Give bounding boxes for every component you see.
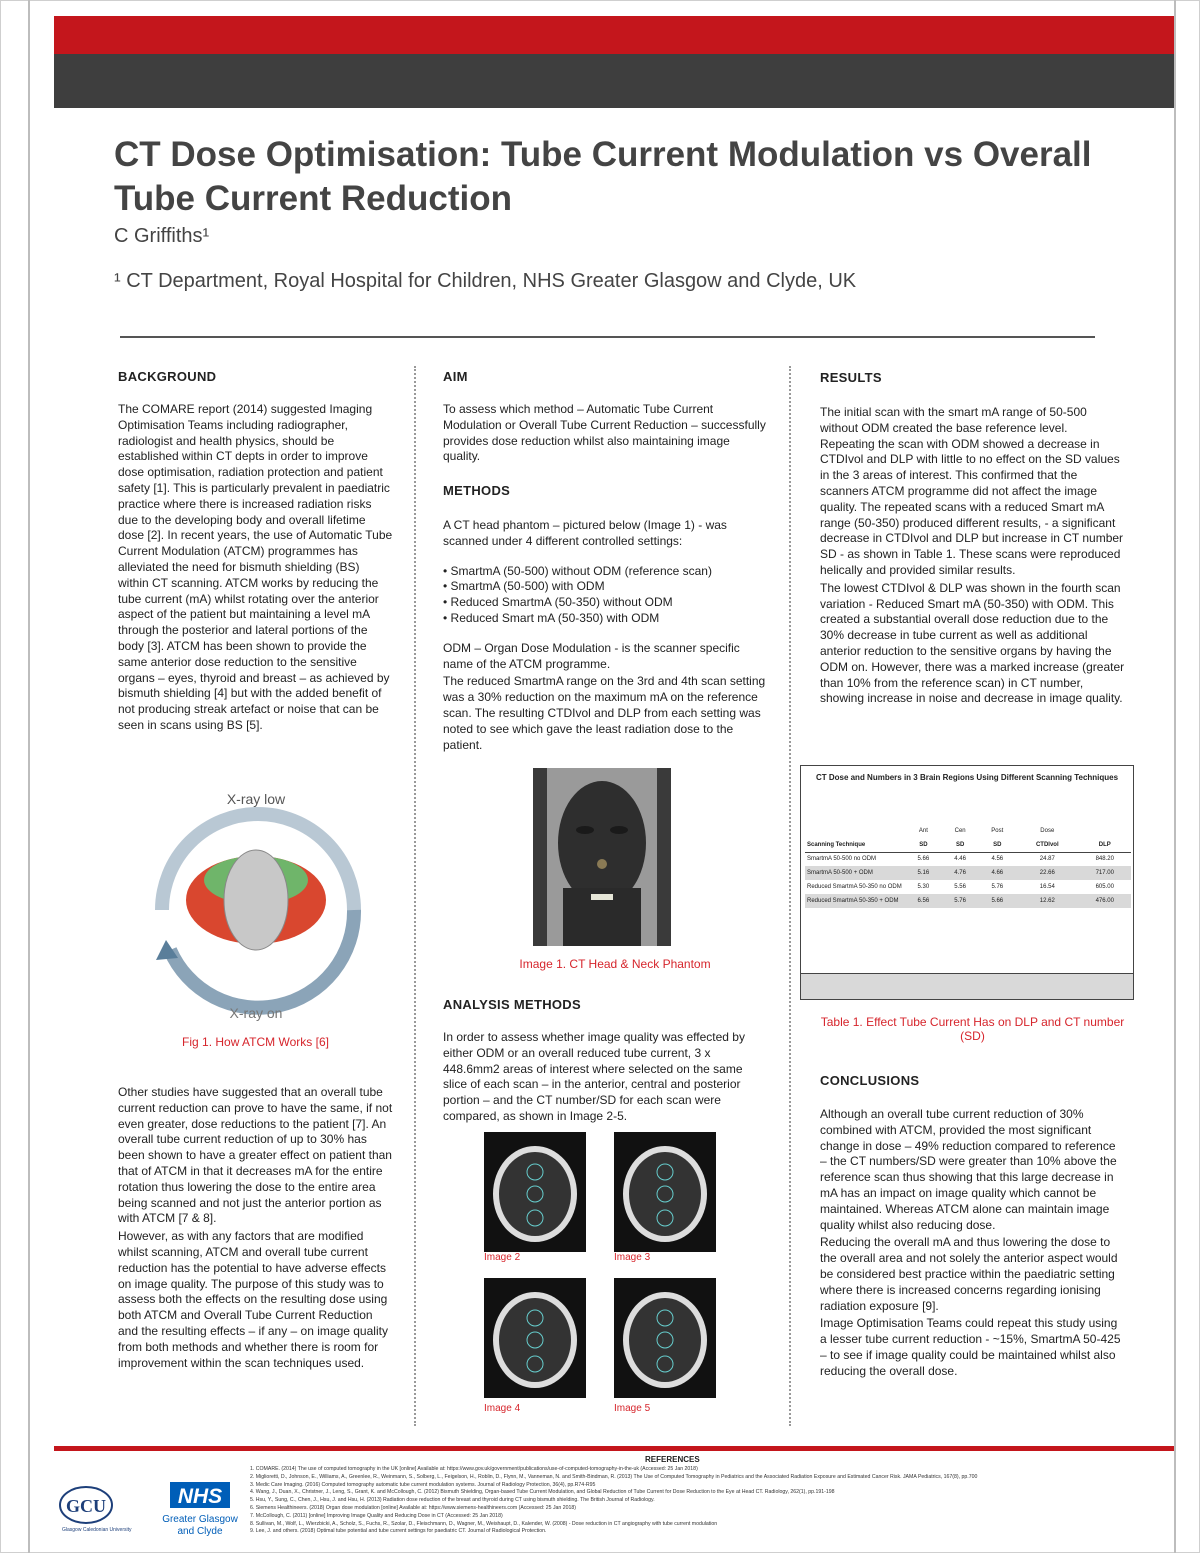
table-cell: Reduced SmartmA 50-350 + ODM [805, 894, 905, 908]
background-text-2: Other studies have suggested that an overall tube current reduction can prove to have the same, if not even greater, dose reductions to the patient [7]. An overall tube current reduction of up to 30% has been shown to have a greater effect on patient than that of ATCM in that it decreases mA for the entire rotation thus lowering the dose to the entire area being scanned and not just the anterior portion as with ATCM [7 & 8]. [118, 1085, 393, 1226]
methods-section [443, 518, 768, 755]
atcm-figure [130, 790, 382, 1022]
reference-item: 8. Sullivan, M., Wolf, L., Wierzbicki, A., Scholz, S., Fuchs, R., Szolar, D., Fleischmann, D., Wagner, M., Weishaupt, D., Kalender, W. (2008) - Dose reduction in CT angiography with tube current modulation [250, 1520, 718, 1527]
table-cell: 476.00 [1079, 894, 1131, 908]
poster-authors: C Griffiths¹ [114, 225, 210, 247]
aim-heading: AIM [443, 369, 468, 384]
table-cell: 5.76 [942, 894, 979, 908]
methods-reduced-text: The reduced SmartmA range on the 3rd and 4th scan setting was a 30% reduction on the maximum mA on the reference scan. The resulting CTDIvol and DLP from each setting was noted to see which gave the least radiation dose to the patient. [443, 674, 766, 752]
table-cell: 717.00 [1079, 866, 1131, 880]
background-heading: BACKGROUND [118, 369, 217, 384]
reference-item: 7. McCollough, C. (2011) [online] Improving Image Quality and Reducing Dose in CT (Accessed: 25 Jan 2018) [250, 1512, 503, 1519]
table-group-header: Cen [954, 828, 966, 834]
results-table [800, 765, 1134, 1000]
svg-text:Glasgow Caledonian University: Glasgow Caledonian University [62, 1527, 132, 1533]
table-cell: 5.56 [954, 884, 966, 890]
table-cell: 24.87 [1039, 856, 1055, 863]
image-label: Image 2 [484, 1252, 521, 1263]
table-cell: SmartmA 50-500 no ODM [807, 856, 877, 863]
table-header-cell: SD [905, 838, 942, 852]
reference-item: 6. Siemens Healthineers. (2018) Organ dose modulation [online] Available at: https://www.siemens-healthineers.com (Accessed: 25 Jan 2018) [250, 1504, 577, 1511]
conclusions-text-3: Image Optimisation Teams could repeat this study using a lesser tube current reduction - ~15%, SmartmA 50-425 – to see if image quality could be maintained whilst also reducing the overall dose. [820, 1316, 1121, 1378]
conclusions-section [820, 1107, 1125, 1382]
methods-item: • Reduced Smart mA (50-350) with ODM [443, 611, 768, 627]
reference-item: 5. Hsu, Y., Sung, C., Chen, J., Hsu, J. and Hsu, H. (2013) Radiation dose reduction of the breast and thyroid during CT using bismuth shielding. The British Journal of Radiology. [250, 1497, 655, 1504]
table-cell: 5.66 [917, 856, 930, 863]
poster-affiliation: ¹ CT Department, Royal Hospital for Children, NHS Greater Glasgow and Clyde, UK [114, 270, 857, 292]
results-text-2: The lowest CTDIvol & DLP was shown in the fourth scan variation - Reduced Smart mA (50-350) with ODM. This created a substantial overall dose reduction due to the 30% decrease in tube current as well as additional anterior reduction to the sensitive organs by having the ODM on. However, there was a marked increase (greater than 10% from the reference scan) in CT number, showing increase in noise and decrease in image quality. [820, 580, 1125, 706]
table-cell: 4.66 [979, 866, 1017, 880]
table-row [805, 852, 1131, 866]
column-divider-2 [789, 366, 791, 1426]
svg-text:and Clyde: and Clyde [177, 1526, 223, 1537]
table-cell: SmartmA 50-500 + ODM [805, 866, 905, 880]
ct-scan-image [614, 1132, 716, 1252]
svg-text:GCU: GCU [66, 1496, 106, 1516]
results-text-1: The initial scan with the smart mA range of 50-500 without ODM created the base reference level. Repeating the scan with ODM showed a decrease in CTDIvol and DLP with little to no effect on the SD values in the 3 areas of interest. This confirmed that the scanners ATCM programme did not affect the image quality. The repeated scans with a reduced Smart mA range (50-350) produced different results, - a significant decrease in CTDIvol and DLP but increase in CT number SD - as shown in Table 1. These scans were reproduced helically and provided similar results. [820, 405, 1124, 577]
references-divider [54, 1446, 1174, 1451]
reference-item: 4. Wang, J., Duan, X., Christner, J., Leng, S., Grant, K. and McCollough, C. (2012) Bismuth Shielding, Organ-based Tube Current Modulation, and Global Reduction of Tube Current for Dose Reduction to the Eye at Head CT. Radiology, 262(1), pp.191-198 [250, 1489, 835, 1496]
table-group-header: Post [991, 828, 1004, 834]
image-label: Image 5 [614, 1403, 651, 1414]
methods-item: • SmartmA (50-500) with ODM [443, 579, 768, 595]
table-cell: 4.76 [942, 866, 979, 880]
gcu-logo [58, 1483, 148, 1537]
phantom-caption: Image 1. CT Head & Neck Phantom [519, 957, 711, 971]
table-header-cell: DLP [1079, 838, 1131, 852]
methods-intro: A CT head phantom – pictured below (Image 1) - was scanned under 4 different controlled settings: [443, 518, 727, 548]
title-divider [120, 336, 1095, 338]
analysis-paragraph: In order to assess whether image quality was effected by either ODM or an overall reduced tube current, 3 x 448.6mm2 areas of interest where selected on the same slice of each scan – in the anterior, central and posterior portion – and the CT number/SD for each scan were compared, as shown in Image 2-5. [443, 1030, 745, 1123]
table-cell: Reduced SmartmA 50-350 no ODM [807, 884, 902, 890]
header-dark-band [54, 54, 1174, 108]
table-header-cell: CTDIvol [1016, 838, 1079, 852]
table-cell: 12.62 [1016, 894, 1079, 908]
fig1-caption: Fig 1. How ATCM Works [6] [182, 1035, 329, 1049]
analysis-heading: ANALYSIS METHODS [443, 997, 581, 1012]
table-cell: 4.56 [991, 856, 1004, 863]
fig-label-xray-on: X-ray on [229, 1005, 283, 1021]
aim-paragraph: To assess which method – Automatic Tube Current Modulation or Overall Tube Current Reduction – successfully provides dose reduction whilst also maintaining image quality. [443, 402, 766, 464]
table-cell: 6.56 [905, 894, 942, 908]
reference-item: 3. Medic Care Imaging. (2016) Computed tomography automatic tube current modulation systems. Journal of Radiology Protection, 36(4), pp.R74-R95 [250, 1481, 596, 1488]
table-caption: Table 1. Effect Tube Current Has on DLP and CT number (SD) [820, 1015, 1125, 1043]
methods-item: • Reduced SmartmA (50-350) without ODM [443, 595, 768, 611]
table-row [805, 866, 1131, 880]
methods-item: • SmartmA (50-500) without ODM (reference scan) [443, 564, 768, 580]
references-heading: REFERENCES [645, 1455, 700, 1464]
table-cell: 5.76 [991, 884, 1004, 890]
methods-list [443, 564, 768, 627]
image-label: Image 4 [484, 1403, 521, 1414]
nhs-logo [158, 1480, 242, 1540]
svg-text:Greater Glasgow: Greater Glasgow [162, 1514, 238, 1525]
table-header-cell: SD [942, 838, 979, 852]
table-cell: 22.66 [1016, 866, 1079, 880]
references-list [250, 1466, 1170, 1536]
table-row [805, 894, 1131, 908]
background-text-3: However, as with any factors that are modified whilst scanning, ATCM and overall tube current reduction has the potential to have adverse effects on image quality. The purpose of this study was to assess both the effects on the resulting dose using both ATCM and Overall Tube Current Reduction and the resulting effects – if any – on image quality from both methods and whether there is room for improvement within the scan techniques used. [118, 1229, 388, 1370]
phantom-photo [533, 768, 671, 946]
column-divider-1 [414, 366, 416, 1426]
table-group-header: Ant [918, 828, 928, 834]
table-title: CT Dose and Numbers in 3 Brain Regions Using Different Scanning Techniques [815, 773, 1119, 782]
table-cell: 5.30 [917, 884, 930, 890]
reference-item: 9. Lee, J. and others. (2018) Optimal tube potential and tube current settings for paediatric CT. Journal of Radiological Protection. [250, 1528, 547, 1535]
methods-odm-text: ODM – Organ Dose Modulation - is the scanner specific name of the ATCM programme. [443, 640, 740, 671]
table-header-cell: SD [979, 838, 1017, 852]
reference-item: 1. COMARE. (2014) The use of computed tomography in the UK [online] Available at: https://www.gov.uk/government/publications/use-of-computed-tomography-in-the-uk (Accessed: 25 Jan 2018) [250, 1466, 698, 1472]
table-header-cell: Scanning Technique [805, 838, 905, 852]
background-paragraph-2 [118, 1085, 393, 1373]
xray-tube-head [224, 850, 288, 950]
conclusions-text-2: Reducing the overall mA and thus lowering the dose to the overall area and not solely the anterior aspect would be considered best practice within the paediatric setting where there is increased concerns regarding ionising radiation exposure [9]. [820, 1235, 1118, 1313]
results-heading: RESULTS [820, 370, 882, 385]
table-cell: 5.16 [905, 866, 942, 880]
table-group-header: Dose [1040, 828, 1055, 834]
reference-item: 2. Miglioretti, D., Johnson, E., Williams, A., Greenlee, R., Weinmann, S., Solberg, L., Feigelson, H., Roblin, D., Flynn, M., Vanneman, N. and Smith-Bindman, R. (2013) The Use of Computed Tomography in Pediatrics and the Associated Radiation Exposure and Estimated Cancer Risk. JAMA Pediatrics, 167(8), pp.700 [250, 1473, 978, 1480]
table-row [805, 880, 1131, 894]
ct-scan-image [484, 1132, 586, 1252]
conclusions-heading: CONCLUSIONS [820, 1073, 920, 1088]
table-cell: 848.20 [1095, 856, 1114, 863]
table-footer-band [801, 973, 1133, 999]
ct-scan-image [484, 1278, 586, 1398]
ct-scan-image [614, 1278, 716, 1398]
table-cell: 4.46 [954, 856, 966, 863]
table-cell: 605.00 [1095, 884, 1114, 890]
background-text-1: The COMARE report (2014) suggested Imaging Optimisation Teams including radiographer, radiologist and health physics, should be established within CT depts in order to improve dose optimisation, radiation protection and patient safety [1]. This is particularly prevalent in paediatric practice where there is increased radiation risks due to the developing body and overall lifetime dose [2]. In recent years, the use of Automatic Tube Current Modulation (ATCM) programmes has alleviated the need for bismuth shielding (BS) within CT scanning. ATCM works by reducing the tube current (mA) whilst rotating over the anterior aspect of the patient but maintaining a level mA through the posterior and lateral portions of the body [3]. ATCM has been shown to provide the same anterior dose reduction to the sensitive organs – eyes, thyroid and breast – as achieved by bismuth shielding [4] but with the added benefit of not producing streak artefact or noise that can be seen in scans using BS [5]. [118, 402, 393, 732]
background-paragraph-1 [118, 402, 393, 736]
results-section [820, 405, 1125, 709]
table-grid [805, 824, 1131, 908]
header-red-band [54, 16, 1174, 54]
methods-heading: METHODS [443, 483, 511, 498]
svg-text:NHS: NHS [177, 1485, 223, 1508]
table-cell: 16.54 [1039, 884, 1055, 890]
fig-label-xray-low: X-ray low [226, 791, 286, 807]
table-cell: 5.66 [979, 894, 1017, 908]
conclusions-text-1: Although an overall tube current reduction of 30% combined with ATCM, provided the most significant change in dose – 49% reduction compared to reference – the CT numbers/SD were greater than 10% above the reference scan thus showing that this large decrease in mA has an impact on image quality which cannot be maintained. Whereas ATCM alone can maintain image quality whilst also reducing dose. [820, 1107, 1117, 1232]
image-label: Image 3 [614, 1252, 651, 1263]
poster-title: CT Dose Optimisation: Tube Current Modulation vs Overall Tube Current Reduction [114, 135, 1092, 218]
